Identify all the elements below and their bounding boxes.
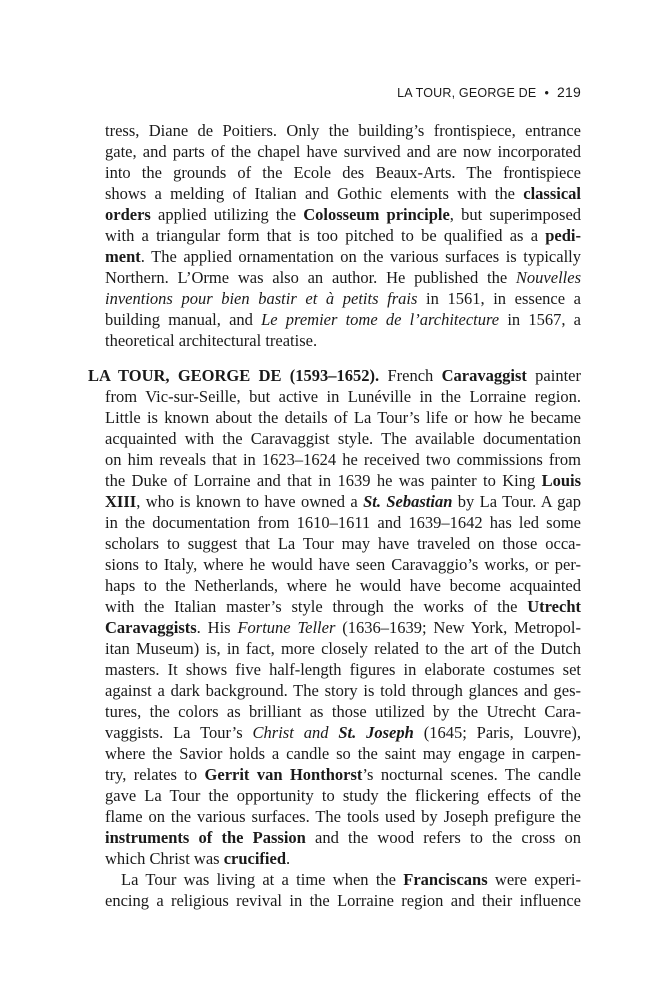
text-line <box>105 471 581 491</box>
text-run: La Tour was living at a time when the <box>121 870 404 889</box>
text-run: . His <box>196 618 238 637</box>
text-run: which Christ was <box>105 849 224 868</box>
text-run: flame on the various surfaces. The tools used by Joseph prefigure the <box>105 807 581 826</box>
text-run: French <box>379 366 442 385</box>
text-run: where the Savior holds a candle so the saint may engage in carpen- <box>105 744 581 763</box>
text-run: from Vic-sur-Seille, but active in Lunéville in the Lorraine region. <box>105 387 581 406</box>
text-run: St. Joseph <box>338 723 414 742</box>
text-line <box>105 513 581 533</box>
text-line <box>105 828 581 848</box>
text-run: itan Museum) is, in fact, more closely related to the art of the Dutch <box>105 639 581 658</box>
running-header <box>397 84 581 100</box>
entry-heading-line <box>88 366 581 386</box>
text-run: the Duke of Lorraine and that in 1639 he was painter to King <box>105 471 542 490</box>
text-line <box>105 429 581 449</box>
text-run: , but superimposed <box>449 205 582 224</box>
text-run: haps to the Netherlands, where he would have become acquainted <box>105 576 581 595</box>
text-line <box>105 408 581 428</box>
text-run: Little is known about the details of La Tour’s life or how he became <box>105 408 581 427</box>
text-run: tures, the colors as brilliant as those utilized by the Utrecht Cara- <box>105 702 581 721</box>
text-line <box>105 660 581 680</box>
text-line <box>105 184 581 204</box>
text-line <box>105 681 581 701</box>
text-run: XIII <box>105 492 137 511</box>
text-line <box>105 534 581 554</box>
text-run: masters. It shows five half-length figures in elaborate costumes set <box>105 660 581 679</box>
text-run: shows a melding of Italian and Gothic elements with the <box>105 184 524 203</box>
text-line <box>105 331 581 351</box>
text-line <box>105 597 581 617</box>
paragraph-first-line <box>121 870 581 890</box>
text-run: Louis <box>541 471 581 490</box>
text-run: Christ and <box>252 723 339 742</box>
text-run: against a dark background. The story is told through glances and ges- <box>105 681 581 700</box>
text-run: gate, and parts of the chapel have survived and are now incorporated <box>105 142 581 161</box>
text-line <box>105 450 581 470</box>
text-line <box>105 142 581 162</box>
text-run: , who is known to have owned a <box>136 492 364 511</box>
text-run: (1636–1639; New York, Metropol- <box>335 618 581 637</box>
text-line <box>105 639 581 659</box>
text-line <box>105 268 581 288</box>
text-run: theoretical architectural treatise. <box>105 331 318 350</box>
text-run: were experi- <box>487 870 581 889</box>
text-run: in 1561, in essence a <box>417 289 581 308</box>
text-line <box>105 492 581 512</box>
text-line <box>105 205 581 225</box>
text-run: Nouvelles <box>515 268 581 287</box>
text-run: tress, Diane de Poitiers. Only the building’s frontispiece, entrance <box>105 121 581 140</box>
text-run: in the documentation from 1610–1611 and 1639–1642 has led some <box>105 513 581 532</box>
text-run: ment <box>105 247 141 266</box>
text-run: orders <box>105 205 151 224</box>
text-run: painter <box>526 366 581 385</box>
text-line <box>105 576 581 596</box>
text-line <box>105 765 581 785</box>
text-run: into the grounds of the Ecole des Beaux-Arts. The frontispiece <box>105 163 581 182</box>
text-line <box>105 555 581 575</box>
text-run: in 1567, a <box>499 310 581 329</box>
text-line <box>105 618 581 638</box>
text-run: building manual, and <box>105 310 262 329</box>
text-run: Northern. L’Orme was also an author. He published the <box>105 268 516 287</box>
text-run: Gerrit van Honthorst <box>204 765 363 784</box>
text-line <box>105 289 581 309</box>
text-line <box>105 702 581 722</box>
text-run: Colosseum principle <box>303 205 450 224</box>
page-number: 219 <box>557 84 581 100</box>
text-line <box>105 786 581 806</box>
text-run: by La Tour. A gap <box>452 492 581 511</box>
running-head-title: LA TOUR, GEORGE DE <box>397 86 537 100</box>
text-run: with the Italian master’s style through the works of the <box>105 597 528 616</box>
text-run: applied utilizing the <box>150 205 304 224</box>
text-run: instruments of the Passion <box>105 828 306 847</box>
text-line <box>105 247 581 267</box>
text-run: Caravaggist <box>441 366 527 385</box>
text-run: pedi- <box>545 226 581 245</box>
text-run: sions to Italy, where he would have seen Caravaggio’s works, or per- <box>105 555 581 574</box>
text-line <box>105 310 581 330</box>
text-run: ’s nocturnal scenes. The candle <box>362 765 581 784</box>
text-run: St. Sebastian <box>363 492 453 511</box>
text-run: . The applied ornamentation on the various surfaces is typically <box>140 247 581 266</box>
text-run: with a triangular form that is too pitched to be qualified as a <box>105 226 546 245</box>
header-bullet: • <box>544 86 550 100</box>
text-run: vaggists. La Tour’s <box>105 723 253 742</box>
text-run: inventions pour bien bastir et à petits frais <box>105 289 418 308</box>
text-run: Caravaggists <box>105 618 197 637</box>
text-run: Fortune Teller <box>237 618 336 637</box>
text-line <box>105 744 581 764</box>
text-run: LA TOUR, GEORGE DE (1593–1652). <box>88 366 380 385</box>
text-run: scholars to suggest that La Tour may have traveled on those occa- <box>105 534 581 553</box>
text-run: classical <box>523 184 581 203</box>
text-line <box>105 807 581 827</box>
text-run: try, relates to <box>105 765 205 784</box>
text-run: gave La Tour the opportunity to study the flickering effects of the <box>105 786 581 805</box>
text-run: crucified <box>223 849 287 868</box>
text-run: Le premier tome de l’architecture <box>261 310 500 329</box>
text-run: Franciscans <box>403 870 488 889</box>
text-line <box>105 163 581 183</box>
text-line <box>105 849 581 869</box>
text-line <box>105 387 581 407</box>
text-line <box>105 723 581 743</box>
text-run: on him reveals that in 1623–1624 he received two commissions from <box>105 450 581 469</box>
text-line <box>105 891 581 911</box>
text-run: acquainted with the Caravaggist style. The available documentation <box>105 429 581 448</box>
text-run: encing a religious revival in the Lorraine region and their influence <box>105 891 581 910</box>
text-line <box>105 226 581 246</box>
text-run: Utrecht <box>527 597 581 616</box>
text-run: . <box>286 849 291 868</box>
text-run: (1645; Paris, Louvre), <box>413 723 581 742</box>
text-run: and the wood refers to the cross on <box>305 828 581 847</box>
text-line <box>105 121 581 141</box>
